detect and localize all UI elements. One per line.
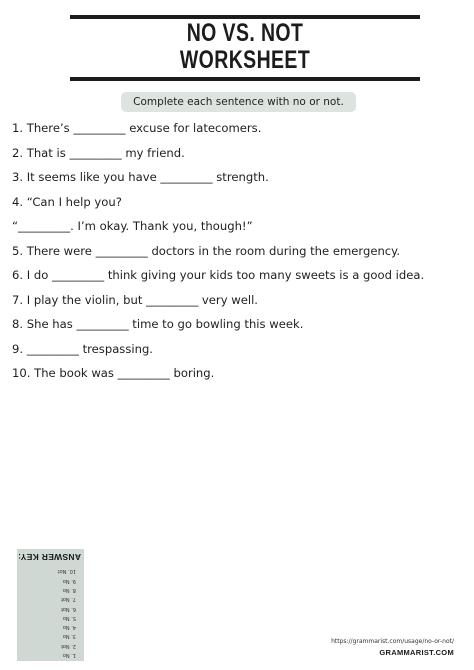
answer-key-item: 3. No bbox=[62, 633, 76, 640]
answer-key-item: 6. Not bbox=[60, 605, 76, 612]
answer-key-item: 4. No bbox=[62, 624, 76, 631]
header-bottom-rule bbox=[70, 77, 420, 81]
worksheet-title-line2: WORKSHEET bbox=[179, 46, 311, 74]
brand-name: GRAMMARIST.COM bbox=[379, 648, 454, 657]
worksheet-title-line1: NO VS. NOT bbox=[186, 19, 304, 47]
question-item: 1. There’s _________ excuse for latecomers. bbox=[12, 121, 262, 135]
question-list bbox=[12, 116, 467, 386]
question-item: 2. That is _________ my friend. bbox=[12, 145, 185, 160]
answer-key-item: 2. Not bbox=[60, 642, 76, 649]
question-item: 3. It seems like you have _________ strength. bbox=[12, 170, 269, 184]
answer-key-item: 7. Not bbox=[60, 596, 76, 603]
answer-key-title: ANSWER KEY: bbox=[17, 552, 81, 562]
answer-key-item: 9. No bbox=[62, 577, 76, 584]
question-item: 10. The book was _________ boring. bbox=[12, 366, 215, 380]
answer-key-item: 5. No bbox=[62, 614, 76, 621]
question-item: 4. “Can I help you? bbox=[12, 194, 122, 209]
source-url: https://grammarist.com/usage/no-or-not/ bbox=[331, 638, 454, 645]
instruction-banner: Complete each sentence with no or not. bbox=[121, 92, 356, 112]
answer-key-item: 1. No bbox=[62, 652, 76, 658]
question-item: 5. There were _________ doctors in the room during the emergency. bbox=[12, 243, 401, 258]
question-item: 8. She has _________ time to go bowling this week. bbox=[12, 317, 304, 331]
answer-key-box bbox=[17, 549, 84, 661]
question-item: 6. I do _________ think giving your kids too many sweets is a good idea. bbox=[12, 268, 425, 282]
question-item: 9. _________ trespassing. bbox=[12, 341, 153, 356]
question-item: “_________. I’m okay. Thank you, though!” bbox=[12, 219, 253, 233]
question-item: 7. I play the violin, but _________ very well. bbox=[12, 292, 258, 307]
answer-key-list bbox=[58, 566, 76, 659]
answer-key-item: 8. No bbox=[62, 586, 76, 593]
answer-key-item: 10. Not bbox=[57, 568, 76, 575]
